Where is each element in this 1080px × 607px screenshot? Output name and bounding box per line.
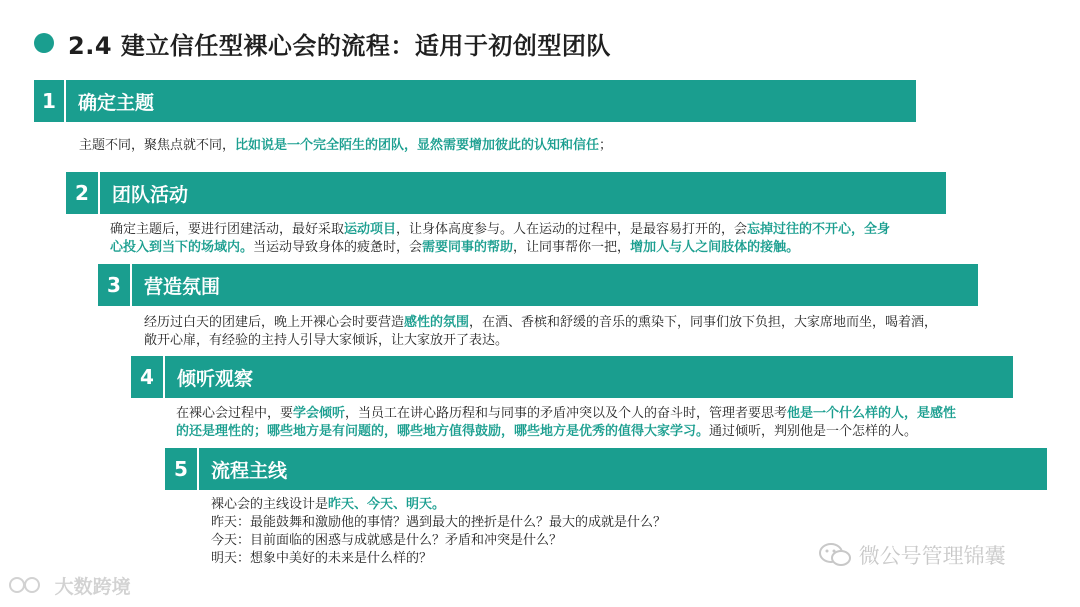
page-title: 2.4 建立信任型裸心会的流程：适用于初创型团队 (68, 32, 611, 60)
body-text: ，让同事帮你一把， (513, 240, 631, 255)
highlight-text: 比如说是一个完全陌生的团队，显然需要增加彼此的认知和信任 (235, 138, 600, 153)
step-1-title: 确定主题 (78, 91, 155, 114)
step-4-bar (131, 356, 1013, 398)
step-5-title: 流程主线 (211, 459, 288, 482)
step-4-description (176, 405, 956, 441)
step-5-line-4 (211, 550, 666, 568)
step-1-line-1 (79, 137, 612, 155)
highlight-text: 需要同事的帮助 (422, 240, 514, 255)
step-1-number: 1 (34, 80, 66, 122)
watermark-left-text: 大数跨境 (54, 576, 131, 598)
step-4-title: 倾听观察 (177, 367, 254, 390)
step-5-description (211, 496, 666, 568)
body-text: ，在酒、香槟和舒缓的音乐的熏染下，同事们放下负担，大家席地而坐，喝着酒， (469, 315, 938, 330)
step-2-description (110, 221, 890, 257)
step-4-line-2 (176, 423, 956, 441)
brand-logo-icon (8, 575, 48, 600)
step-5-line-2 (211, 514, 666, 532)
step-2-line-2 (110, 239, 890, 257)
step-3-description (144, 314, 937, 350)
highlight-text: 心投入到当下的场域内。 (110, 240, 254, 255)
body-text: 确定主题后，要进行团建活动，最好采取 (110, 222, 345, 237)
highlight-text: 的还是理性的；哪些地方是有问题的，哪些地方值得鼓励，哪些地方是优秀的值得大家学习。 (176, 424, 710, 439)
body-text: 当运动导致身体的疲惫时，会 (253, 240, 423, 255)
step-1-description (79, 137, 612, 155)
step-5-line-1 (211, 496, 666, 514)
body-text: 昨天：最能鼓舞和激励他的事情？遇到最大的挫折是什么？最大的成就是什么？ (211, 515, 667, 530)
highlight-text: 昨天、今天、明天。 (328, 497, 446, 512)
highlight-text: 增加人与人之间肢体的接触。 (630, 240, 800, 255)
step-4-number: 4 (131, 356, 165, 398)
step-3-title: 营造氛围 (144, 275, 221, 298)
watermark-right (818, 540, 1006, 574)
wechat-icon (818, 541, 852, 574)
step-2-number: 2 (66, 172, 100, 214)
title-bullet-dot (34, 33, 54, 53)
watermark-left (8, 572, 131, 600)
watermark-right-text: 微公号管理锦囊 (858, 544, 1006, 568)
step-5-number: 5 (165, 448, 199, 490)
highlight-text: 学会倾听 (293, 406, 346, 421)
step-3-number: 3 (98, 264, 132, 306)
body-text: 敞开心扉，有经验的主持人引导大家倾诉，让大家放开了表达。 (144, 333, 509, 348)
highlight-text: 感性的氛围 (404, 315, 470, 330)
body-text: 明天：想象中美好的未来是什么样的？ (211, 551, 433, 566)
step-1-bar (34, 80, 916, 122)
body-text: ； (599, 138, 613, 153)
body-text: 今天：目前面临的困惑与成就感是什么？矛盾和冲突是什么？ (211, 533, 563, 548)
step-2-line-1 (110, 221, 890, 239)
step-5-bar (165, 448, 1047, 490)
body-text: ，当员工在讲心路历程和与同事的矛盾冲突以及个人的奋斗时，管理者要思考 (345, 406, 788, 421)
step-3-line-2 (144, 332, 937, 350)
step-2-bar (66, 172, 946, 214)
highlight-text: 运动项目 (344, 222, 397, 237)
body-text: 在裸心会过程中，要 (176, 406, 294, 421)
highlight-text: 他是一个什么样的人，是感性 (787, 406, 957, 421)
body-text: 裸心会的主线设计是 (211, 497, 329, 512)
body-text: 经历过白天的团建后，晚上开裸心会时要营造 (144, 315, 405, 330)
step-2-title: 团队活动 (112, 183, 189, 206)
body-text: ，让身体高度参与。人在运动的过程中，是最容易打开的，会 (396, 222, 748, 237)
body-text: 通过倾听，判别他是一个怎样的人。 (709, 424, 918, 439)
body-text: 主题不同，聚焦点就不同， (79, 138, 236, 153)
step-3-bar (98, 264, 978, 306)
step-4-line-1 (176, 405, 956, 423)
step-5-line-3 (211, 532, 666, 550)
step-3-line-1 (144, 314, 937, 332)
highlight-text: 忘掉过往的不开心，全身 (747, 222, 891, 237)
